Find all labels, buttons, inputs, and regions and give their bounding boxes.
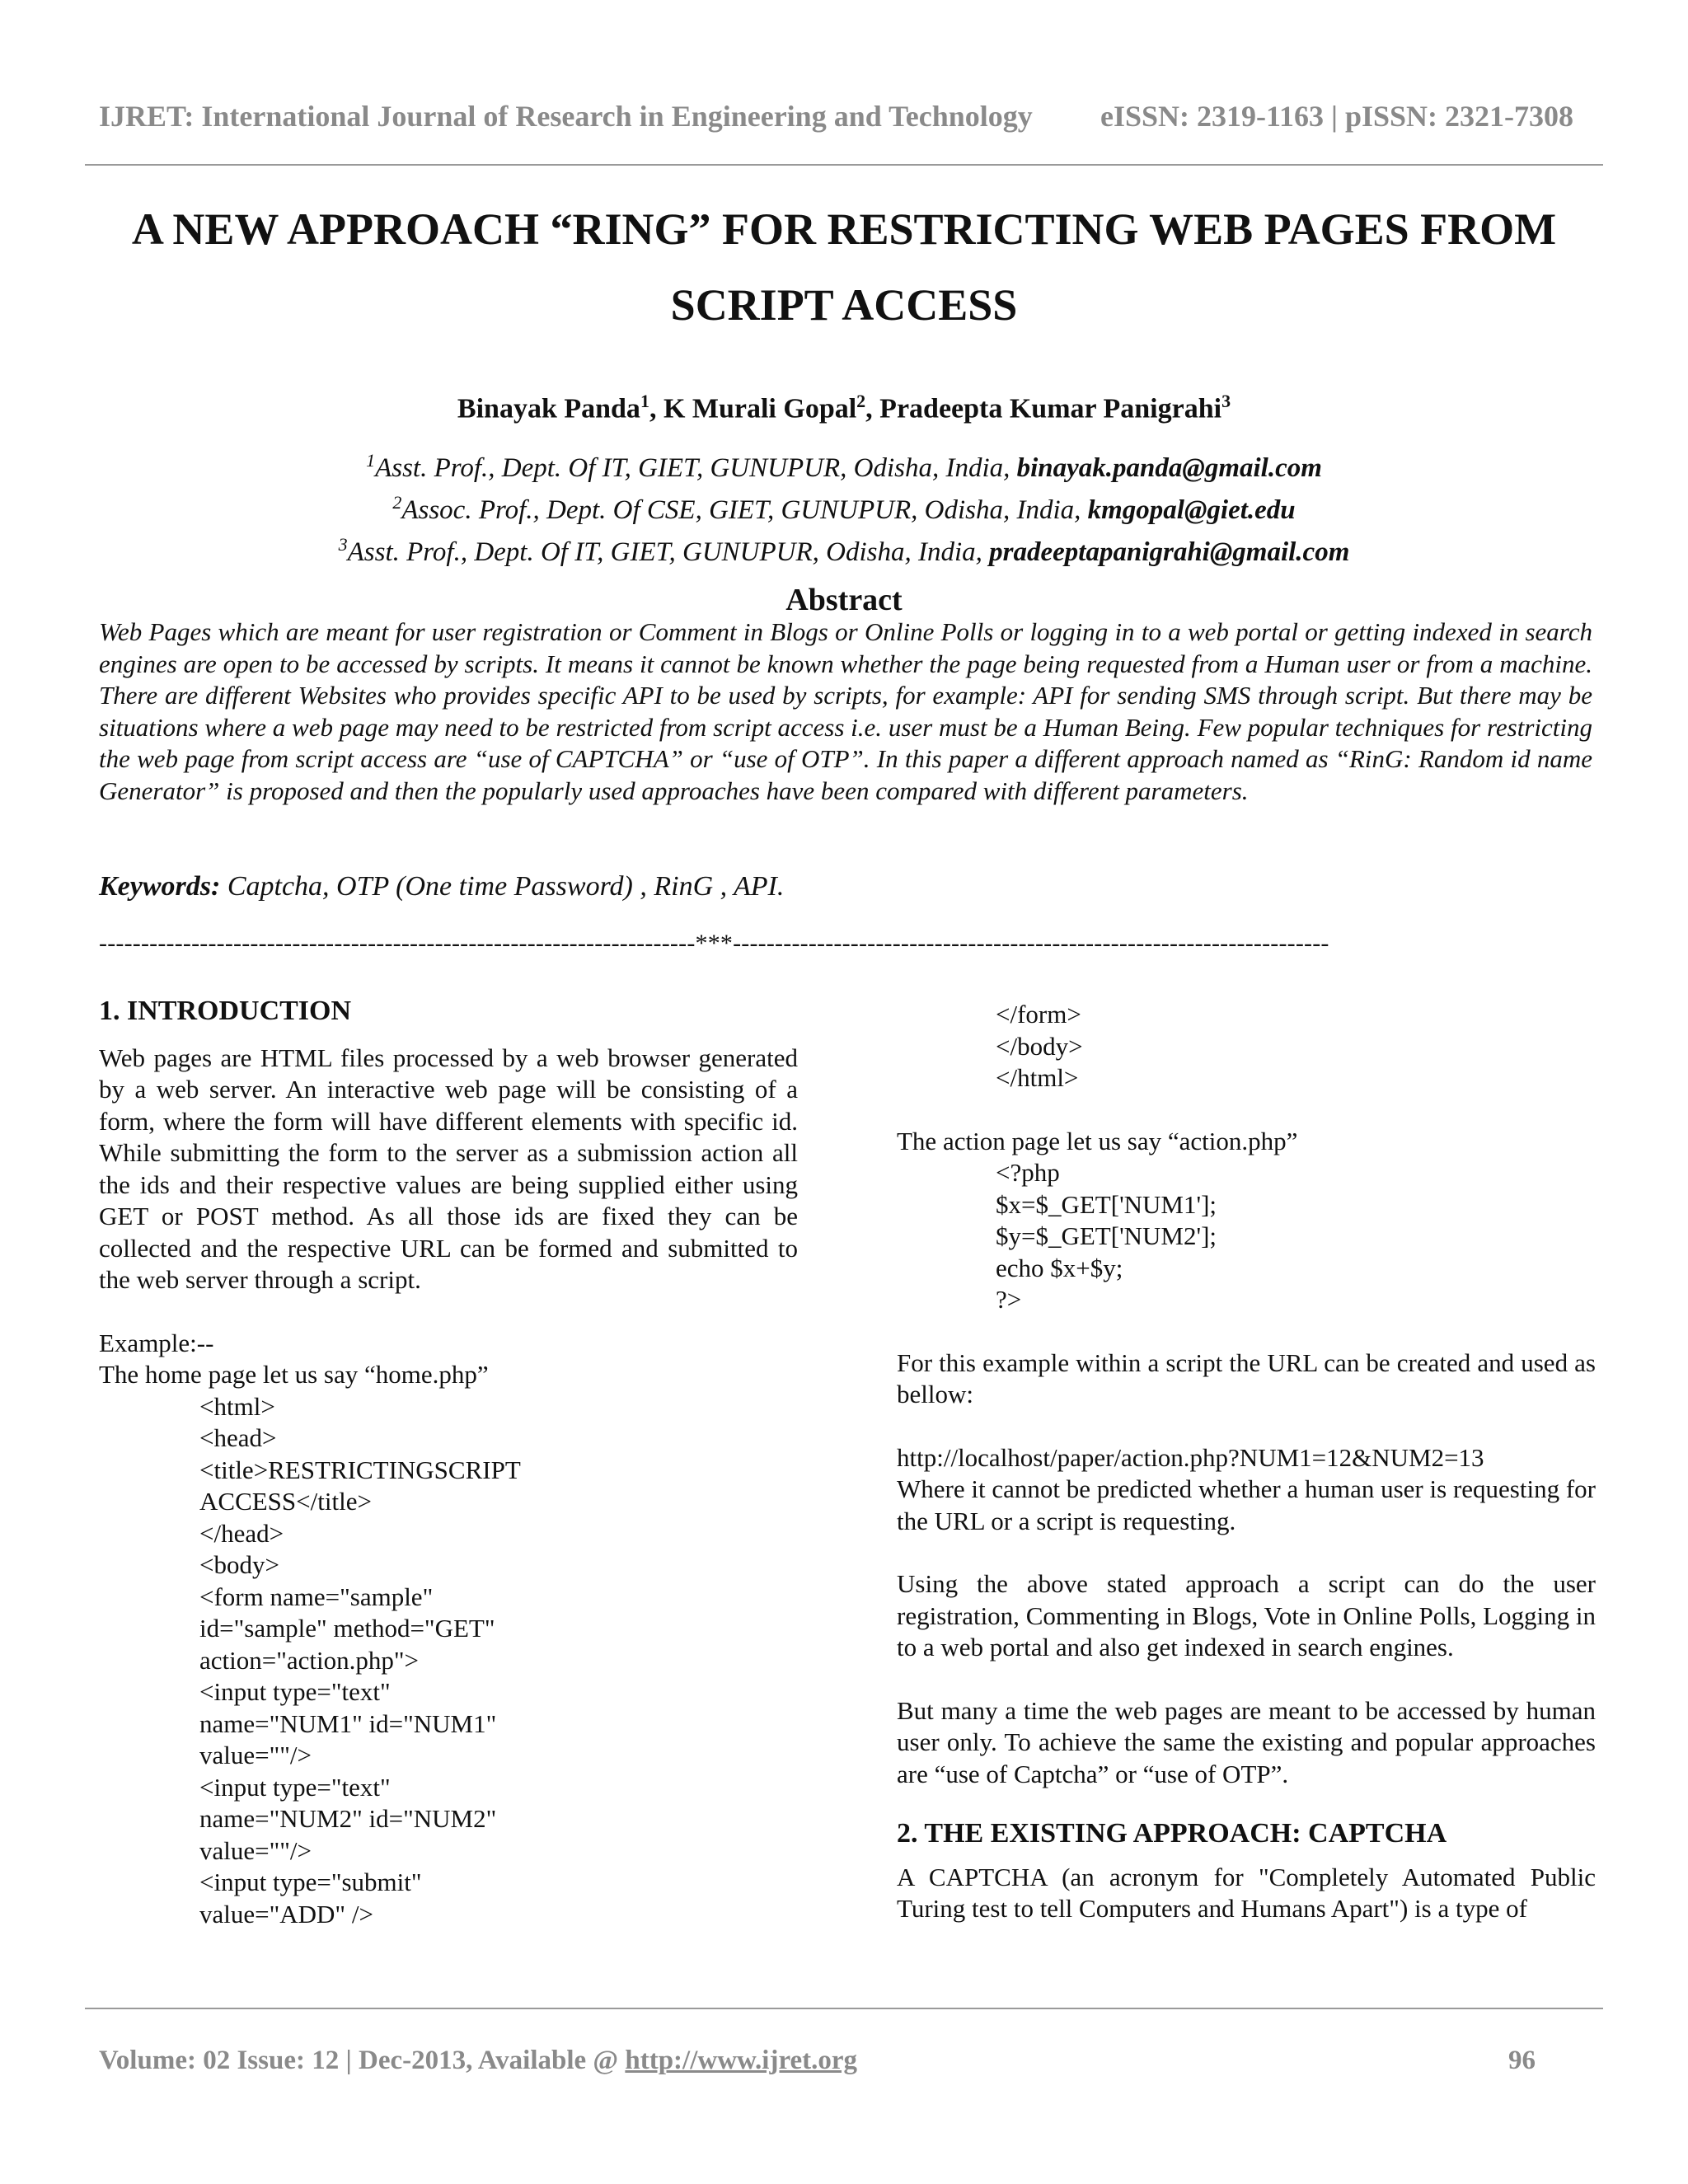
script-use-paragraph: Using the above stated approach a script can do the user registration, Commenting in Blogs, Vote in Online Polls, Logging in to a web portal and also get indexed in search engines. bbox=[897, 1569, 1596, 1661]
affiliation-line bbox=[82, 527, 1606, 569]
author-mark: 3 bbox=[1221, 391, 1231, 411]
php-code-block: <?php $x=$_GET['NUM1']; $y=$_GET['NUM2']; echo $x+$y; ?> bbox=[996, 1158, 1217, 1314]
left-column bbox=[99, 996, 798, 1930]
author-name: Binayak Panda bbox=[457, 393, 640, 424]
affiliation-mark: 3 bbox=[338, 534, 348, 555]
action-page-label: The action page let us say “action.php” bbox=[897, 1126, 1298, 1155]
footer-volume bbox=[99, 2046, 857, 2076]
author-email[interactable]: pradeeptapanigrahi@gmail.com bbox=[989, 537, 1350, 567]
home-page-label: The home page let us say “home.php” bbox=[99, 1360, 489, 1389]
captcha-paragraph: A CAPTCHA (an acronym for "Completely Automated Public Turing test to tell Computers and Humans Apart") is a type of bbox=[897, 1862, 1596, 1923]
keywords bbox=[99, 871, 784, 902]
intro-paragraph: Web pages are HTML files processed by a web browser generated by a web server. An interactive web page will be consisting of a form, where the form will have different elements with specific id. While submitting the form to the server as a submission action all the ids and their respective values are being supplied either using GET or POST method. As all those ids are fixed they can be collected and the respective URL can be formed and submitted to the web server through a script. bbox=[99, 1043, 798, 1294]
author-name: K Murali Gopal bbox=[663, 393, 857, 424]
footer-rule bbox=[85, 2008, 1603, 2009]
affiliation-text: Asst. Prof., Dept. Of IT, GIET, GUNUPUR, Odisha, India, bbox=[375, 453, 1017, 483]
footer-volume-text: Volume: 02 Issue: 12 | Dec-2013, Available @ bbox=[99, 2046, 626, 2075]
title-line-2: SCRIPT ACCESS bbox=[670, 280, 1018, 330]
affiliation-line bbox=[82, 485, 1606, 527]
affiliation-line bbox=[82, 443, 1606, 485]
keywords-label: Keywords: bbox=[99, 871, 221, 902]
journal-name: IJRET: International Journal of Research in Engineering and Technology bbox=[99, 100, 1033, 133]
author-name: Pradeepta Kumar Panigrahi bbox=[879, 393, 1222, 424]
header-rule bbox=[85, 164, 1603, 166]
affiliation-mark: 1 bbox=[366, 450, 376, 471]
example-url: http://localhost/paper/action.php?NUM1=12&NUM2=13 bbox=[897, 1442, 1484, 1472]
section-separator: -----------------------------------------------------------------------***----------------------------------------------------------------------- bbox=[99, 930, 1329, 957]
example-label: Example:-- bbox=[99, 1328, 214, 1357]
author-email[interactable]: kmgopal@giet.edu bbox=[1087, 495, 1296, 525]
author-email[interactable]: binayak.panda@gmail.com bbox=[1016, 453, 1322, 483]
affiliation-mark: 2 bbox=[392, 492, 402, 513]
affiliation-text: Asst. Prof., Dept. Of IT, GIET, GUNUPUR, Odisha, India, bbox=[347, 537, 990, 567]
author-separator: , bbox=[865, 393, 880, 424]
html-code-end: </form> </body> </html> bbox=[996, 1000, 1083, 1092]
title-line-1: A NEW APPROACH “RING” FOR RESTRICTING WEB PAGES FROM bbox=[131, 204, 1557, 254]
keywords-text: Captcha, OTP (One time Password) , RinG , API. bbox=[220, 871, 785, 902]
issn-info: eISSN: 2319-1163 | pISSN: 2321-7308 bbox=[1100, 100, 1573, 133]
author-mark: 2 bbox=[856, 391, 866, 411]
author-list bbox=[82, 391, 1606, 424]
html-code-block: <html> <head> <title>RESTRICTINGSCRIPT ACCESS</title> </head> <body> <form name="sample" id="sample" method="GET" action="action.php"> <input type="text" name="NUM1" id="NUM1" value=""/> <input type="text" name="NUM2" id="NUM2" value=""/> <input type="submit" value="ADD" /> bbox=[199, 1391, 521, 1929]
abstract-body: Web Pages which are meant for user registration or Comment in Blogs or Online Polls or logging in to a web portal or getting indexed in search engines are open to be accessed by scripts. It means it cannot be known whether the page being requested from a Human user or from a machine. There are different Websites who provides specific API to be used by scripts, for example: API for sending SMS through script. But there may be situations where a web page may need to be restricted from script access i.e. user must be a Human Being. Few popular techniques for restricting the web page from script access are “use of CAPTCHA” or “use of OTP”. In this paper a different approach named as “RinG: Random id name Generator” is proposed and then the popularly used approaches have been compared with different parameters. bbox=[99, 617, 1592, 805]
author-mark: 1 bbox=[640, 391, 649, 411]
url-intro-paragraph: For this example within a script the URL can be created and used as bellow: bbox=[897, 1347, 1596, 1408]
section-heading-introduction: 1. INTRODUCTION bbox=[99, 996, 352, 1026]
abstract-heading: Abstract bbox=[785, 583, 903, 617]
human-access-paragraph: But many a time the web pages are meant to be accessed by human user only. To achieve the same the existing and popular approaches are “use of Captcha” or “use of OTP”. bbox=[897, 1695, 1596, 1788]
paper-title bbox=[82, 191, 1606, 343]
section-heading-captcha: 2. THE EXISTING APPROACH: CAPTCHA bbox=[897, 1818, 1447, 1849]
affiliation-text: Assoc. Prof., Dept. Of CSE, GIET, GUNUPUR, Odisha, India, bbox=[401, 495, 1088, 525]
journal-link[interactable]: http://www.ijret.org bbox=[625, 2046, 858, 2075]
right-column bbox=[897, 999, 1596, 1925]
prediction-paragraph: Where it cannot be predicted whether a human user is requesting for the URL or a script is requesting. bbox=[897, 1474, 1596, 1535]
page-number: 96 bbox=[1508, 2046, 1536, 2075]
author-separator: , bbox=[649, 393, 663, 424]
affiliations bbox=[82, 443, 1606, 569]
